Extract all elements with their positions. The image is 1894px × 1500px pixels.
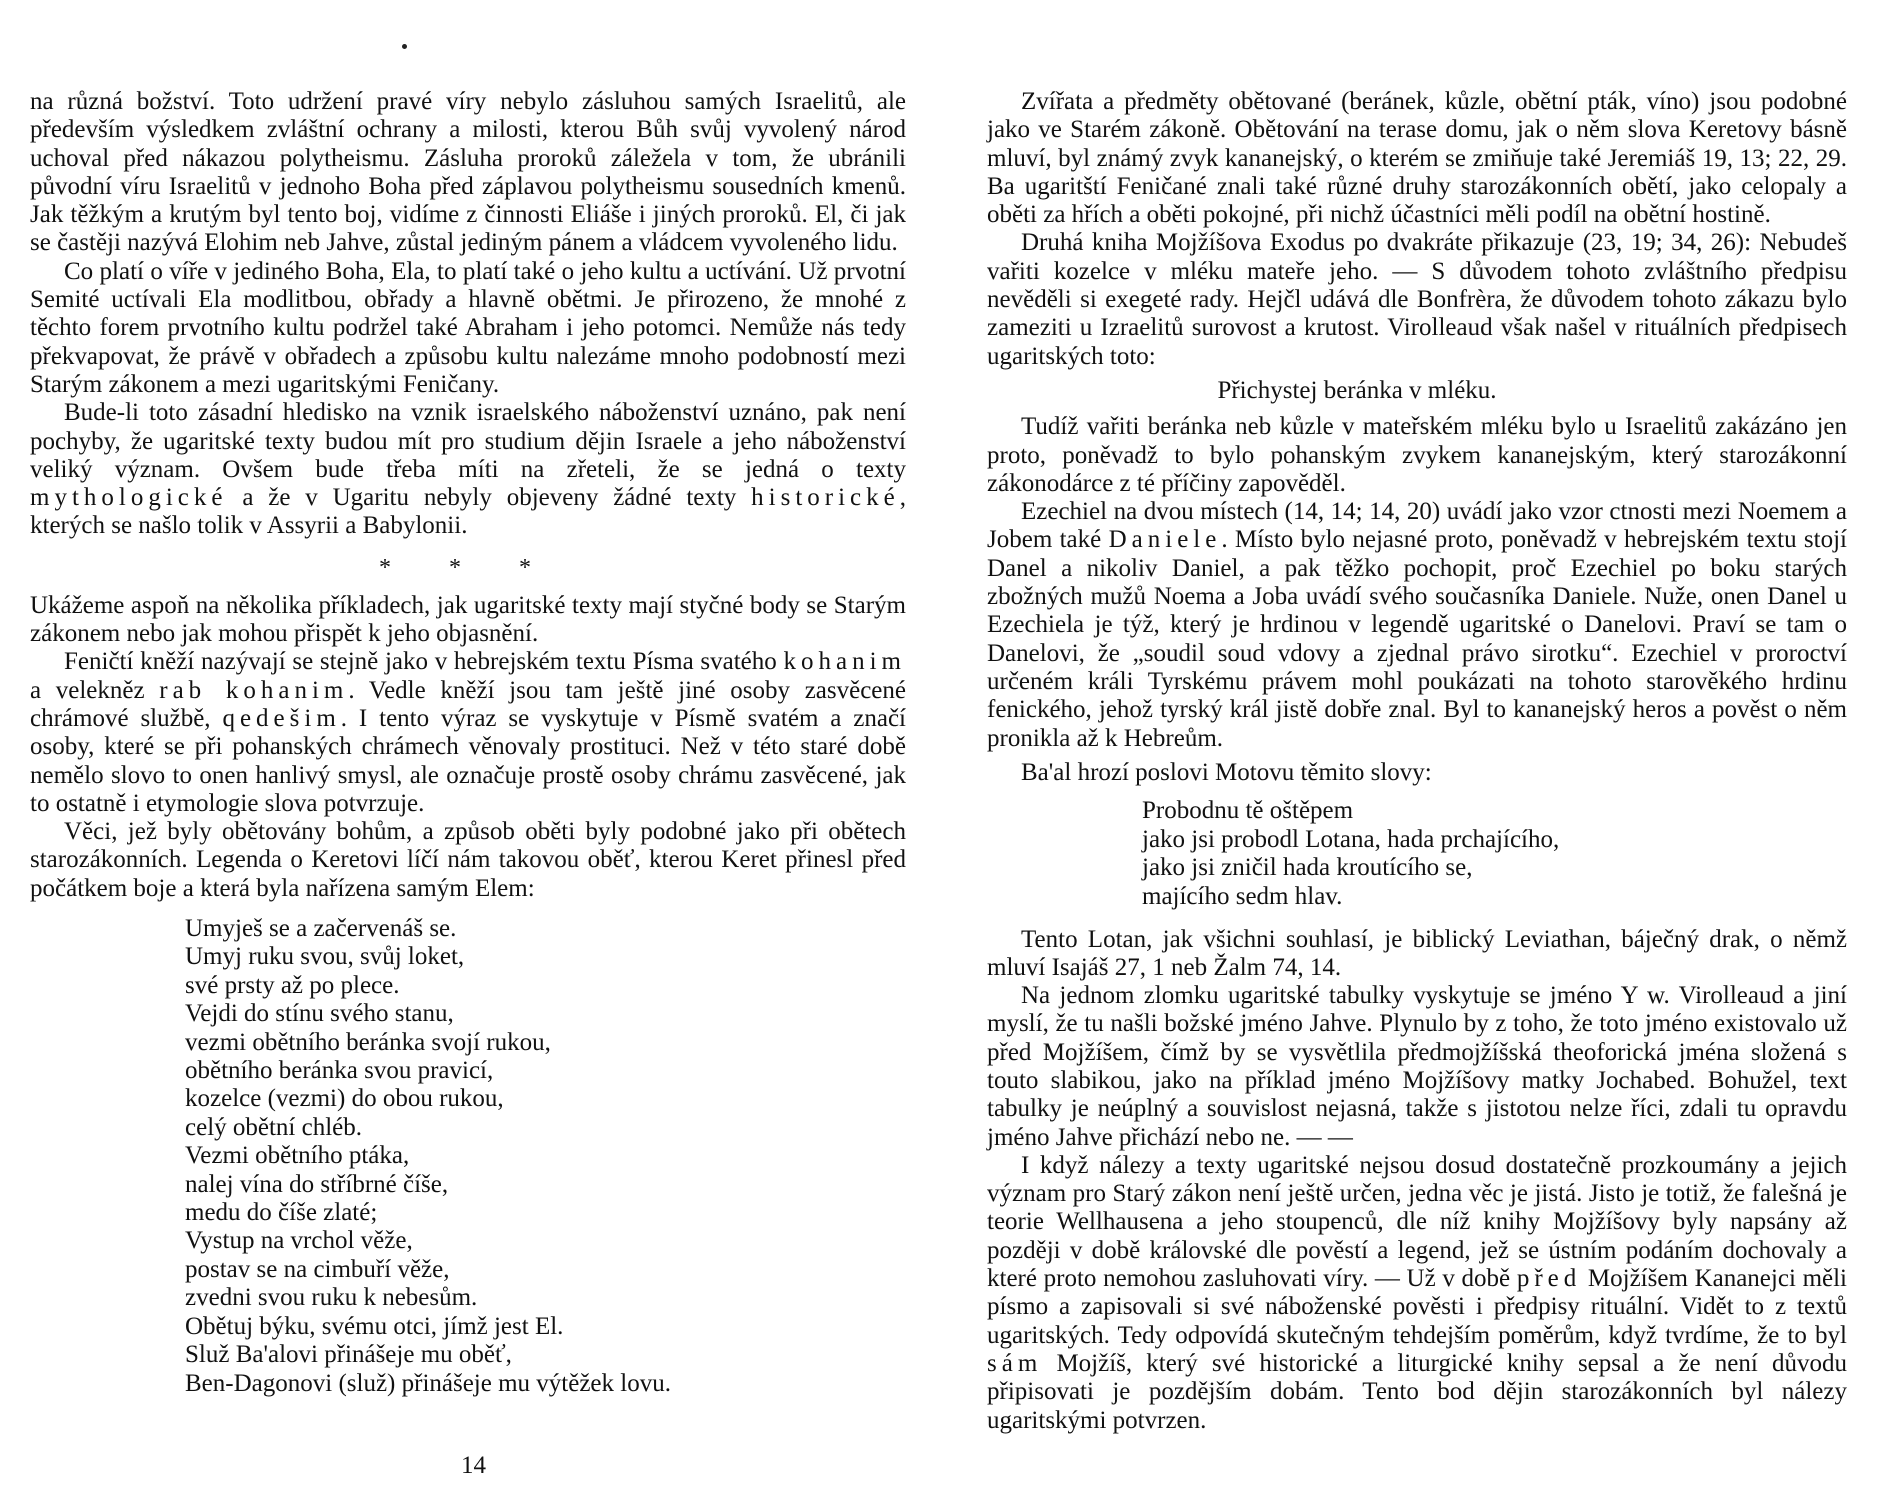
spaced-term: qedešim [222,704,341,732]
left-text-column [30,88,906,1398]
verse-line: Umyješ se a začervenáš se. [185,915,457,943]
verse-line: Obětuj býku, svému otci, jímž jest El. [185,1312,564,1340]
paragraph-text: Bude-li toto zásadní hledisko na vznik israelského náboženství uznáno, pak není pochyby, že ugaritské texty budou mít pro studium dějin Israele a jeho náboženství veliký význam. Ovšem bude třeba míti na zřeteli, že se jedná o texty [30,399,906,483]
paragraph: Co platí o víře v jediného Boha, Ela, to platí také o jeho kultu a uctívání. Už prvotní Semité uctívali Ela modlitbou, obřady a hlavně obětmi. Je přirozeno, že mnohé z těchto forem prvotního kultu podržel také Abraham i jeho potomci. Nemůže nás tedy překvapovat, že právě v obřadech a způsobu kultu nalezáme mnoho podobností mezi Starým zákonem a mezi ugaritskými Feničany. [30,257,906,398]
paragraph: Ba'al hrozí poslovi Motovu těmito slovy: [1021,758,1432,786]
quote-line: Přichystej beránka v mléku. [1217,376,1497,404]
paragraph: Tudíž vařiti beránka neb kůzle v mateřském mléku bylo u Israelitů zakázáno jen proto, poněvadž to bylo pohanským zvykem kananejským, který starozákonní zákonodárce z té příčiny zapověděl. [987,413,1847,497]
verse-line: jako jsi zničil hada kroutícího se, [1142,854,1473,882]
verse-line: nalej vína do stříbrné číše, [185,1170,449,1198]
ink-dot [402,44,407,49]
verse-line: vezmi obětního beránka svojí rukou, [185,1028,551,1056]
paragraph-text: Ezechiel na dvou místech (14, 14; 14, 20) uvádí jako vzor ctnosti mezi Noemem a Jobem také [987,498,1847,554]
verse-block [987,797,1847,911]
verse-line: obětního beránka svou pravicí, [185,1057,494,1085]
verse-line: Ben-Dagonovi (služ) přinášeje mu výtěžek lovu. [185,1369,671,1397]
paragraph [987,1152,1847,1435]
paragraph-text: a že v Ugaritu nebyly objeveny žádné texty [242,484,737,512]
verse-line: jako jsi probodl Lotana, hada prchajícího, [1142,825,1560,853]
paragraph: Věci, jež byly obětovány bohům, a způsob oběti byly podobné jako při obětech starozákonních. Legenda o Keretovi líčí nám takovou oběť, kterou Keret přinesl před počátkem boje a která byla nařízena samým Elem: [30,818,906,902]
paragraph: Druhá kniha Mojžíšova Exodus po dvakráte přikazuje (23, 19; 34, 26): Nebudeš vařiti kozelce v mléku mateře jeho. — S důvodem tohoto zvláštního předpisu nevěděli si exegeté rady. Hejčl udává dle Bonfrèra, že důvodem tohoto zákazu bylo zameziti u Izraelitů surovost a krutost. Virolleaud však našel v rituálních předpisech ugaritských toto: [987,229,1847,370]
right-page [947,0,1894,1500]
verse-line: Probodnu tě oštěpem [1142,797,1354,825]
section-break-stars: * * * [379,554,557,581]
verse-line: Služ Ba'alovi přinášeje mu oběť, [185,1341,512,1369]
verse-line: majícího sedm hlav. [1142,882,1343,910]
paragraph [30,399,906,540]
paragraph [987,498,1847,753]
verse-line: medu do číše zlaté; [185,1199,378,1227]
spaced-term: kohanim [783,648,906,676]
paragraph: Ukážeme aspoň na několika příkladech, jak ugaritské texty mají styčné body se Starým zákonem nebo jak mohou přispět k jeho objasnění. [30,591,906,648]
paragraph-text: I když nálezy a texty ugaritské nejsou dosud dostatečně prozkoumány a jejich význam pro Starý zákon není ještě určen, jedna věc je jistá. Jisto je totiž, že falešná je teorie Wellhausena a jeho stoupenců, dle níž knihy Mojžíšovy byly napsány až později v době královské dle pověstí a legend, jež se ústním podáním dochovaly a které proto nemohou zasluhovati víry. — Už v době [987,1151,1847,1293]
paragraph: na různá božství. Toto udržení pravé víry nebylo zásluhou samých Israelitů, ale především výsledkem zvláštní ochrany a milosti, kterou Bůh svůj vyvolený národ uchoval před nákazou polytheismu. Zásluha proroků záležela v tom, že ubránili původní víru Israelitů v jednoho Boha před záplavou polytheismu sousedních kmenů. Jak těžkým a krutým byl tento boj, vidíme z činnosti Eliáše i jiných proroků. El, či jak se častěji nazývá Elohim neb Jahve, zůstal jediným pánem a vládcem vyvoleného lidu. [30,88,906,257]
verse-line: celý obětní chléb. [185,1113,363,1141]
verse-line: Umyj ruku svou, svůj loket, [185,943,465,971]
page-number: 14 [461,1452,486,1479]
spaced-term: mythologické [30,484,228,512]
verse-line: zvedni svou ruku k nebesům. [185,1284,478,1312]
verse-line: kozelce (vezmi) do obou rukou, [185,1085,504,1113]
paragraph-text: . Místo bylo nejasné proto, poněvadž v hebrejském textu stojí Danel a nikoliv Daniel, a pak těžko pochopit, proč Ezechiel po boku starých zbožných mužů Noema a Joba uvádí svého současníka Daniele. Nuže, onen Danel u Ezechiela je týž, který je hrdinou v legendě ugaritské o Danelovi. Praví se tam o Danelovi, že „soudil soud vdovy a zjednal právo sirotku“. Ezechiel v proroctví určeném králi Tyrskému právem mohl poukázati na tohoto starověkého hrdinu fenického, jehož tyrský král jistě dobře znal. Byl to kananejský heros a pověst o něm pronikla až k Hebreům. [987,526,1847,752]
right-text-column [987,88,1847,1435]
verse-block [30,915,906,1398]
verse-line: Vezmi obětního ptáka, [185,1142,410,1170]
paragraph-text: . I tento výraz se vyskytuje v Písmě svatém a značí osoby, které se při pohanských chrámech věnovaly prostituci. Než v této staré době nemělo slovo to onen hanlivý smysl, ale označuje prostě osoby chrámu zasvěcené, jak to ostatně i etymologie slova potvrzuje. [30,704,906,817]
paragraph: Tento Lotan, jak všichni souhlasí, je biblický Leviathan, báječný drak, o němž mluví Isajáš 27, 1 neb Žalm 74, 14. [987,925,1847,981]
spaced-term: před [1516,1265,1582,1293]
paragraph-text: , kterých se našlo tolik v Assyrii a Babylonii. [30,484,906,540]
paragraph: Zvířata a předměty obětované (beránek, kůzle, obětní pták, víno) jsou podobné jako ve Starém zákoně. Obětování na terase domu, jak o něm slova Keretovy básně mluví, byl známý zvyk kananejský, o kterém se zmiňuje také Jeremiáš 19, 13; 22, 29. Ba ugaritští Feničané znali také různé druhy starozákonních obětí, jako celopaly a oběti za hřích a oběti pokojné, při nichž účastníci měli podíl na obětní hostině. [987,88,1847,229]
paragraph: Na jednom zlomku ugaritské tabulky vyskytuje se jméno Y w. Virolleaud a jiní myslí, že tu našli božské jméno Jahve. Plynulo by z toho, že toto jméno existovalo už před Mojžíšem, čímž by se vysvětlila předmojžíšská theoforická jména složená s touto slabikou, jako na příklad jméno Mojžíšovy matky Jochabed. Bohužel, text tabulky je neúplný a souvislost nejasná, takže s jistotou nelze říci, zdali tu opravdu jméno Jahve přichází nebo ne. — — [987,982,1847,1151]
paragraph-text: Mojžíšem Kananejci měli písmo a zapisovali si své náboženské pověsti i předpisy rituální. Vidět to z textů ugaritských. Tedy odpovídá skutečným tehdejším poměrům, když tvrdíme, že to byl [987,1265,1847,1349]
verse-line: Vystup na vrchol věže, [185,1227,413,1255]
paragraph-text: . Vedle kněží jsou tam ještě jiné osoby zasvěcené chrámové službě, [30,676,906,732]
spaced-term: sám [987,1349,1043,1377]
spaced-term: Daniele [1108,526,1222,554]
verse-line: postav se na cimbuří věže, [185,1255,450,1283]
paragraph-text: Mojžíš, který své historické a liturgické knihy sepsal a že není důvodu připisovati je pozdějším dobám. Tento bod dějin starozákonních byl nálezy ugaritskými potvrzen. [987,1349,1848,1434]
paragraph-text: a velekněz [30,676,145,704]
spaced-term: historické [751,484,900,512]
paragraph-text: Feničtí kněží nazývají se stejně jako v hebrejském textu Písma svatého [64,648,777,676]
verse-line: své prsty až po plece. [185,971,400,999]
verse-line: Vejdi do stínu svého stanu, [185,1000,454,1028]
paragraph [30,648,906,818]
spaced-term: rab kohanim [159,676,349,704]
